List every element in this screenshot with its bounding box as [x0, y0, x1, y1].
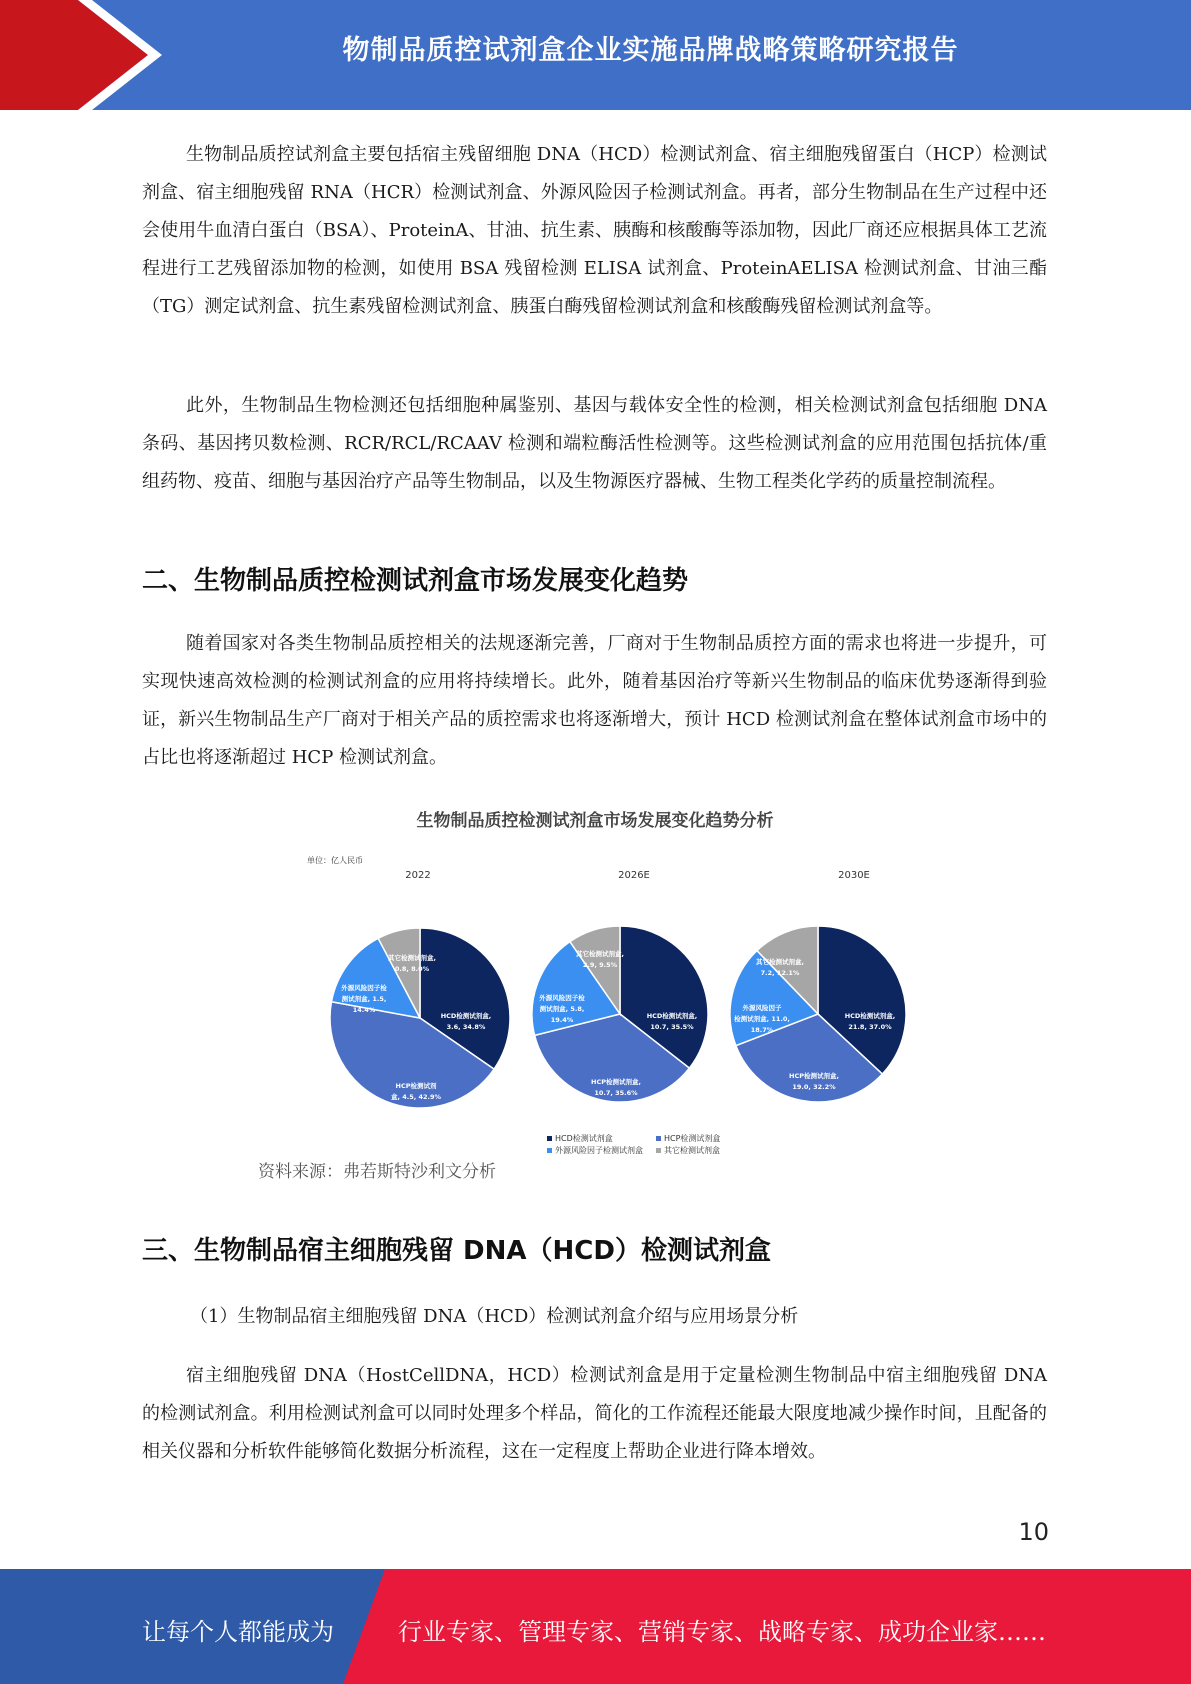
pie-data-label: 外源风险因子 — [742, 1004, 782, 1012]
legend-item — [656, 1145, 720, 1157]
pie-data-label: 10.7, 35.5% — [650, 1023, 694, 1031]
pie-data-label: 外源风险因子检 — [341, 984, 387, 992]
legend-label: 外源风险因子检测试剂盒 — [555, 1146, 643, 1155]
section-heading-hcd: 三、生物制品宿主细胞残留 DNA（HCD）检测试剂盒 — [142, 1236, 771, 1266]
chart-year-label: 2022 — [405, 870, 431, 881]
footer-slogan-right: 行业专家、管理专家、营销专家、战略专家、成功企业家…… — [398, 1618, 1046, 1646]
paragraph-text: 宿主细胞残留 DNA（HostCellDNA，HCD）检测试剂盒是用于定量检测生物制品中宿主细胞残留 DNA 的检测试剂盒。利用检测试剂盒可以同时处理多个样品，简化的工作流程还能最大限度地减少操作时间，且配备的相关仪器和分析软件能够简化数据分析流程，这在一定程度上帮助企业进行降本增效。 — [142, 1365, 1047, 1462]
pie-data-label: HCP检测试剂盒, — [789, 1072, 839, 1080]
paragraph-hcd-intro — [142, 1357, 1047, 1471]
legend-swatch — [547, 1148, 552, 1153]
legend-item — [656, 1133, 720, 1145]
legend-label: 其它检测试剂盒 — [664, 1146, 720, 1155]
pie-data-label: 外源风险因子检 — [539, 994, 585, 1002]
chart-title: 生物制品质控检测试剂盒市场发展变化趋势分析 — [416, 811, 774, 831]
pie-data-label: 18.7% — [750, 1026, 774, 1034]
paragraph-text: 随着国家对各类生物制品质控相关的法规逐渐完善，厂商对于生物制品质控方面的需求也将进一步提升，可实现快速高效检测的检测试剂盒的应用将持续增长。此外，随着基因治疗等新兴生物制品的临床优势逐渐得到验证，新兴生物制品生产厂商对于相关产品的质控需求也将逐渐增大，预计 HCD 检测试剂盒在整体试剂盒市场中的占比也将逐渐超过 HCP 检测试剂盒。 — [142, 633, 1047, 768]
pie-data-label: 19.0, 32.2% — [792, 1083, 836, 1091]
pie-data-label: 其它检测试剂盒, — [576, 950, 624, 958]
pie-data-label: 测试剂盒, 1.5, — [341, 995, 387, 1003]
pie-data-label: HCP检测试剂 — [395, 1082, 437, 1090]
pie-charts — [300, 900, 980, 1120]
paragraph-kit-types — [142, 136, 1047, 326]
chart-unit-label: 单位：亿人民币 — [307, 856, 363, 865]
pie-data-label: 0.8, 8.0% — [394, 965, 430, 973]
pie-data-label: 10.7, 35.6% — [594, 1089, 638, 1097]
pie-data-label: 14.4% — [352, 1006, 376, 1014]
pie-data-label: HCD检测试剂盒, — [440, 1012, 492, 1020]
pie-data-label: HCD检测试剂盒, — [646, 1012, 698, 1020]
pie-data-label: 3.6, 34.8% — [446, 1023, 486, 1031]
pie-data-label: 其它检测试剂盒, — [388, 954, 436, 962]
chart-legend-right — [656, 1133, 720, 1157]
pie-data-label: 19.4% — [550, 1016, 574, 1024]
section-heading-market-trend: 二、生物制品质控检测试剂盒市场发展变化趋势 — [142, 566, 689, 596]
legend-label: HCP检测试剂盒 — [664, 1134, 721, 1143]
footer-slogan-left: 让每个人都能成为 — [142, 1618, 334, 1646]
pie-data-label: 2.9, 9.5% — [582, 961, 618, 969]
legend-label: HCD检测试剂盒 — [555, 1134, 613, 1143]
chart-legend-left — [547, 1133, 643, 1157]
paragraph-market-trend — [142, 625, 1047, 777]
pie-data-label: 21.8, 37.0% — [848, 1023, 892, 1031]
pie-data-label: 检测试剂盒, 11.0, — [734, 1015, 790, 1023]
pie-data-label: HCP检测试剂盒, — [591, 1078, 641, 1086]
chart-source: 资料来源：弗若斯特沙利文分析 — [258, 1162, 496, 1182]
paragraph-text: 生物制品质控试剂盒主要包括宿主残留细胞 DNA（HCD）检测试剂盒、宿主细胞残留蛋白（HCP）检测试剂盒、宿主细胞残留 RNA（HCR）检测试剂盒、外源风险因子检测试剂盒。再者，部分生物制品在生产过程中还会使用牛血清白蛋白（BSA）、ProteinA、甘油、抗生素、胰酶和核酸酶等添加物，因此厂商还应根据具体工艺流程进行工艺残留添加物的检测，如使用 BSA 残留检测 ELISA 试剂盒、ProteinAELISA 检测试剂盒、甘油三酯（TG）测定试剂盒、抗生素残留检测试剂盒、胰蛋白酶残留检测试剂盒和核酸酶残留检测试剂盒等。 — [142, 144, 1047, 317]
legend-swatch — [656, 1136, 661, 1141]
legend-swatch — [547, 1136, 552, 1141]
paragraph-bio-testing — [142, 387, 1047, 501]
pie-data-label: HCD检测试剂盒, — [844, 1012, 896, 1020]
report-title: 物制品质控试剂盒企业实施品牌战略策略研究报告 — [342, 35, 959, 66]
chart-year-label: 2030E — [838, 870, 870, 881]
subsection-heading: （1）生物制品宿主细胞残留 DNA（HCD）检测试剂盒介绍与应用场景分析 — [190, 1306, 799, 1327]
legend-swatch — [656, 1148, 661, 1153]
page-number: 10 — [1018, 1518, 1049, 1546]
pie-data-label: 其它检测试剂盒, — [756, 958, 804, 966]
legend-item — [547, 1133, 643, 1145]
chart-year-label: 2026E — [618, 870, 650, 881]
pie-data-label: 测试剂盒, 5.8, — [539, 1005, 585, 1013]
paragraph-text: 此外，生物制品生物检测还包括细胞种属鉴别、基因与载体安全性的检测，相关检测试剂盒包括细胞 DNA 条码、基因拷贝数检测、RCR/RCL/RCAAV 检测和端粒酶活性检测等。这些检测试剂盒的应用范围包括抗体/重组药物、疫苗、细胞与基因治疗产品等生物制品，以及生物源医疗器械、生物工程类化学药的质量控制流程。 — [142, 395, 1047, 492]
pie-data-label: 盒, 4.5, 42.9% — [390, 1093, 442, 1101]
pie-data-label: 7.2, 12.1% — [760, 969, 800, 977]
legend-item — [547, 1145, 643, 1157]
